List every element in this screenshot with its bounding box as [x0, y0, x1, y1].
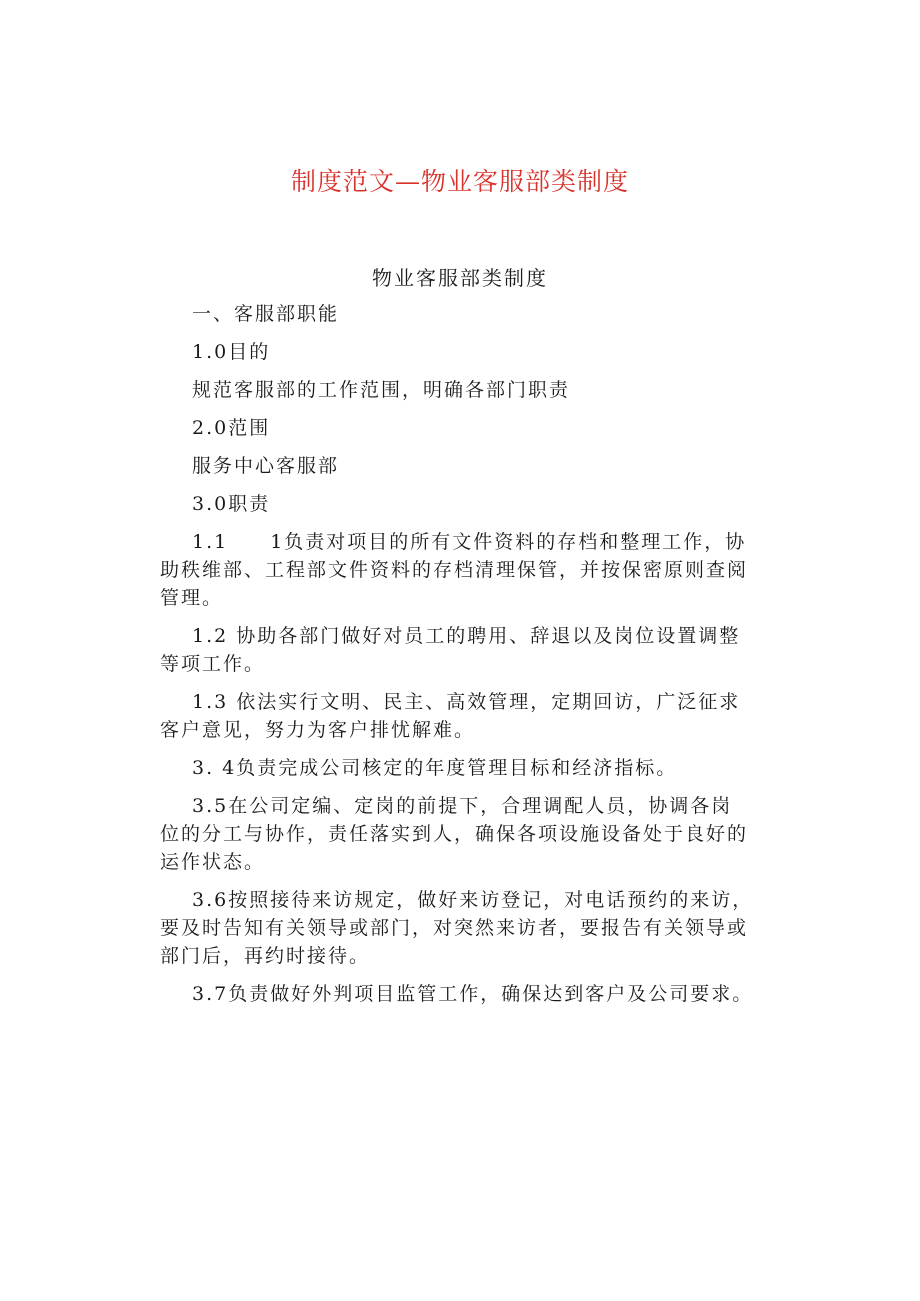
- paragraph-duty-1-2: [160, 622, 770, 678]
- paragraph-duties-heading: [160, 490, 770, 518]
- paragraph-purpose-heading: [160, 338, 770, 366]
- paragraph-line: 助秩维部、工程部文件资料的存档清理保管，并按保密原则查阅: [160, 559, 749, 581]
- paragraph-line: 位的分工与协作，责任落实到人，确保各项设施设备处于良好的: [160, 823, 749, 845]
- paragraph-line: 1.0目的: [192, 341, 271, 363]
- document-sub-title: 物业客服部类制度: [372, 266, 548, 290]
- paragraph-line: 3.6按照接待来访规定，做好来访登记，对电话预约的来访，: [192, 889, 754, 911]
- document-body: [160, 300, 770, 1018]
- section-heading: 一、客服部职能: [192, 303, 340, 325]
- paragraph-line: 1.1 1负责对项目的所有文件资料的存档和整理工作，协: [192, 531, 747, 553]
- paragraph-line: 服务中心客服部: [192, 455, 340, 477]
- paragraph-line: 部门后，再约时接待。: [160, 945, 371, 967]
- paragraph-duty-3-6: [160, 886, 770, 970]
- paragraph-line: 等项工作。: [160, 653, 266, 675]
- document-main-title: 制度范文—物业客服部类制度: [290, 167, 629, 196]
- paragraph-duty-1-3: [160, 688, 770, 744]
- paragraph-line: 管理。: [160, 587, 224, 609]
- paragraph-line: 2.0范围: [192, 417, 271, 439]
- paragraph-line: 3.7负责做好外判项目监管工作，确保达到客户及公司要求。: [192, 983, 754, 1005]
- paragraph-line: 规范客服部的工作范围，明确各部门职责: [192, 379, 571, 401]
- paragraph-duty-1-1: [160, 528, 770, 612]
- paragraph-scope-text: [160, 452, 770, 480]
- paragraph-line: 要及时告知有关领导或部门，对突然来访者，要报告有关领导或: [160, 917, 749, 939]
- paragraph-line: 1.2 协助各部门做好对员工的聘用、辞退以及岗位设置调整: [192, 625, 741, 647]
- paragraph-line: 运作状态。: [160, 851, 266, 873]
- paragraph-line: 1.3 依法实行文明、民主、高效管理，定期回访，广泛征求: [192, 691, 741, 713]
- paragraph-line: 3. 4负责完成公司核定的年度管理目标和经济指标。: [192, 757, 678, 779]
- paragraph-line: 3.5在公司定编、定岗的前提下，合理调配人员，协调各岗: [192, 795, 733, 817]
- paragraph-duty-3-4: [160, 754, 770, 782]
- paragraph-purpose-text: [160, 376, 770, 404]
- paragraph-duty-3-7: [160, 980, 770, 1008]
- paragraph-line: 客户意见，努力为客户排忧解难。: [160, 719, 476, 741]
- paragraph-line: 3.0职责: [192, 493, 271, 515]
- paragraph-scope-heading: [160, 414, 770, 442]
- paragraph-duty-3-5: [160, 792, 770, 876]
